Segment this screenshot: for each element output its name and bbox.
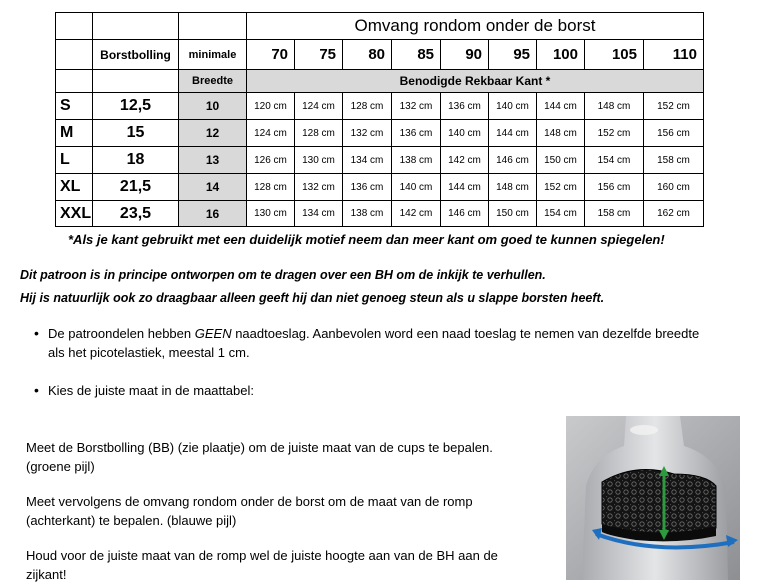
underbust-75: 75 <box>295 40 343 70</box>
underbust-95: 95 <box>489 40 537 70</box>
blank-cell <box>93 70 179 93</box>
underbust-title: Omvang rondom onder de borst <box>247 13 704 40</box>
bullet-icon: • <box>34 382 39 398</box>
blank-cell <box>56 40 93 70</box>
intro-line-1: Dit patroon is in principe ontworpen om te dragen over een BH om de inkijk te verhullen. <box>20 268 546 282</box>
table-footnote: *Als je kant gebruikt met een duidelijk motief neem dan meer kant om goed te kunnen spiegelen! <box>68 232 665 247</box>
underbust-80: 80 <box>343 40 392 70</box>
kant-cell: 124 cm <box>295 93 343 120</box>
kant-cell: 124 cm <box>247 120 295 147</box>
min-width-value: 10 <box>179 93 247 120</box>
min-width-value: 16 <box>179 201 247 227</box>
para-bb-line-1: Meet de Borstbolling (BB) (zie plaatje) om de juiste maat van de cups te bepalen. <box>26 440 493 455</box>
kant-cell: 134 cm <box>295 201 343 227</box>
bullet-1-line-2: als het picotelastiek, meestal 1 cm. <box>48 345 250 360</box>
kant-cell: 144 cm <box>537 93 585 120</box>
min-width-value: 13 <box>179 147 247 174</box>
kant-cell: 120 cm <box>247 93 295 120</box>
kant-cell: 152 cm <box>537 174 585 201</box>
kant-cell: 132 cm <box>392 93 441 120</box>
size-table <box>55 12 704 227</box>
size-label: S <box>56 93 93 120</box>
bb-value: 21,5 <box>93 174 179 201</box>
size-label: XXL <box>56 201 93 227</box>
bullet-1-part-c: naadtoeslag. Aanbevolen word een naad toeslag te nemen van dezelfde breedte <box>231 326 700 341</box>
min-width-value: 12 <box>179 120 247 147</box>
kant-cell: 148 cm <box>537 120 585 147</box>
underbust-70: 70 <box>247 40 295 70</box>
kant-cell: 158 cm <box>585 201 644 227</box>
size-label: XL <box>56 174 93 201</box>
bb-value: 18 <box>93 147 179 174</box>
para-bb-line-2: (groene pijl) <box>26 459 95 474</box>
kant-cell: 140 cm <box>441 120 489 147</box>
blank-cell <box>93 13 179 40</box>
kant-cell: 126 cm <box>247 147 295 174</box>
kant-cell: 132 cm <box>343 120 392 147</box>
kant-cell: 144 cm <box>489 120 537 147</box>
borstbolling-header: Borstbolling <box>93 40 179 70</box>
bullet-icon: • <box>34 325 39 341</box>
bullet-1-part-a: De patroondelen hebben <box>48 326 195 341</box>
kant-cell: 156 cm <box>644 120 704 147</box>
kant-cell: 142 cm <box>392 201 441 227</box>
kant-cell: 138 cm <box>392 147 441 174</box>
para-hoogte-line-1: Houd voor de juiste maat van de romp wel de juiste hoogte aan van de BH aan de <box>26 548 498 563</box>
kant-cell: 152 cm <box>644 93 704 120</box>
kant-cell: 128 cm <box>343 93 392 120</box>
kant-cell: 156 cm <box>585 174 644 201</box>
kant-cell: 136 cm <box>441 93 489 120</box>
mannequin-bra-photo <box>566 416 740 580</box>
blank-cell <box>56 70 93 93</box>
geen-emphasis: GEEN <box>194 326 232 341</box>
kant-cell: 138 cm <box>343 201 392 227</box>
para-hoogte-line-2: zijkant! <box>26 567 67 582</box>
bullet-1-text <box>48 326 699 341</box>
underbust-90: 90 <box>441 40 489 70</box>
kant-cell: 162 cm <box>644 201 704 227</box>
kant-cell: 150 cm <box>537 147 585 174</box>
para-romp-line-2: (achterkant) te bepalen. (blauwe pijl) <box>26 513 237 528</box>
kant-cell: 146 cm <box>489 147 537 174</box>
minimale-header: minimale <box>179 40 247 70</box>
kant-cell: 152 cm <box>585 120 644 147</box>
kant-cell: 148 cm <box>585 93 644 120</box>
kant-cell: 150 cm <box>489 201 537 227</box>
breedte-header: Breedte <box>179 70 247 93</box>
kant-cell: 136 cm <box>343 174 392 201</box>
kant-cell: 154 cm <box>537 201 585 227</box>
kant-cell: 154 cm <box>585 147 644 174</box>
underbust-100: 100 <box>537 40 585 70</box>
bb-value: 12,5 <box>93 93 179 120</box>
underbust-85: 85 <box>392 40 441 70</box>
size-label: L <box>56 147 93 174</box>
rekbaar-kant-header: Benodigde Rekbaar Kant * <box>247 70 704 93</box>
blank-cell <box>179 13 247 40</box>
kant-cell: 136 cm <box>392 120 441 147</box>
bb-value: 23,5 <box>93 201 179 227</box>
underbust-105: 105 <box>585 40 644 70</box>
mannequin-icon <box>566 416 740 580</box>
bullet-2-text: Kies de juiste maat in de maattabel: <box>48 383 254 398</box>
kant-cell: 130 cm <box>247 201 295 227</box>
min-width-value: 14 <box>179 174 247 201</box>
kant-cell: 134 cm <box>343 147 392 174</box>
kant-cell: 158 cm <box>644 147 704 174</box>
kant-cell: 144 cm <box>441 174 489 201</box>
kant-cell: 142 cm <box>441 147 489 174</box>
kant-cell: 128 cm <box>295 120 343 147</box>
bb-value: 15 <box>93 120 179 147</box>
size-label: M <box>56 120 93 147</box>
kant-cell: 160 cm <box>644 174 704 201</box>
kant-cell: 130 cm <box>295 147 343 174</box>
blank-cell <box>56 13 93 40</box>
kant-cell: 148 cm <box>489 174 537 201</box>
intro-line-2: Hij is natuurlijk ook zo draagbaar alleen geeft hij dan niet genoeg steun als u slappe borsten heeft. <box>20 291 605 305</box>
kant-cell: 140 cm <box>392 174 441 201</box>
kant-cell: 128 cm <box>247 174 295 201</box>
kant-cell: 140 cm <box>489 93 537 120</box>
underbust-110: 110 <box>644 40 704 70</box>
para-romp-line-1: Meet vervolgens de omvang rondom onder de borst om de maat van de romp <box>26 494 473 509</box>
kant-cell: 146 cm <box>441 201 489 227</box>
kant-cell: 132 cm <box>295 174 343 201</box>
